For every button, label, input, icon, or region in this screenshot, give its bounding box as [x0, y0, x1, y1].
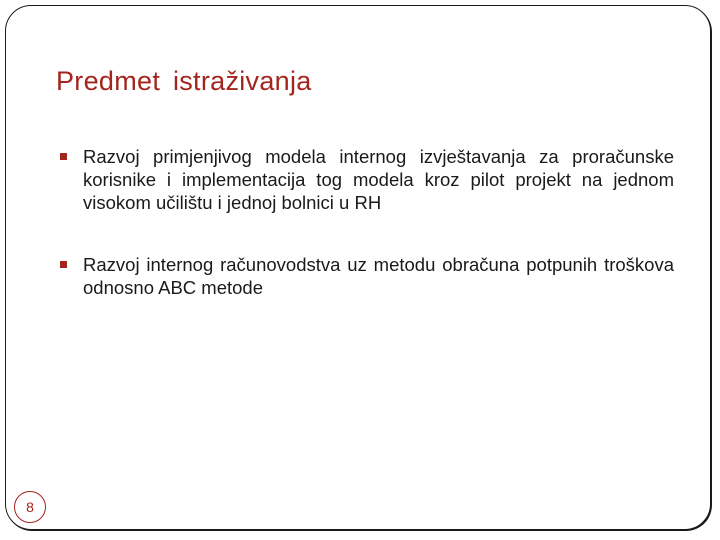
bullet-item [60, 253, 674, 299]
square-bullet-icon [60, 261, 67, 268]
page-number-badge [14, 491, 46, 523]
bullet-text: Razvoj internog računovodstva uz metodu obračuna potpunih troškova odnosno ABC metode [83, 254, 674, 298]
bullet-text: Razvoj primjenjivog modela internog izvještavanja za proračunske korisnike i implementacija tog modela kroz pilot projekt na jednom visokom učilištu i jednoj bolnici u RH [83, 146, 674, 213]
page-number: 8 [26, 499, 34, 515]
bullet-list [60, 145, 674, 299]
slide-title: Predmet istraživanja [56, 66, 312, 96]
square-bullet-icon [60, 153, 67, 160]
bullet-item [60, 145, 674, 214]
